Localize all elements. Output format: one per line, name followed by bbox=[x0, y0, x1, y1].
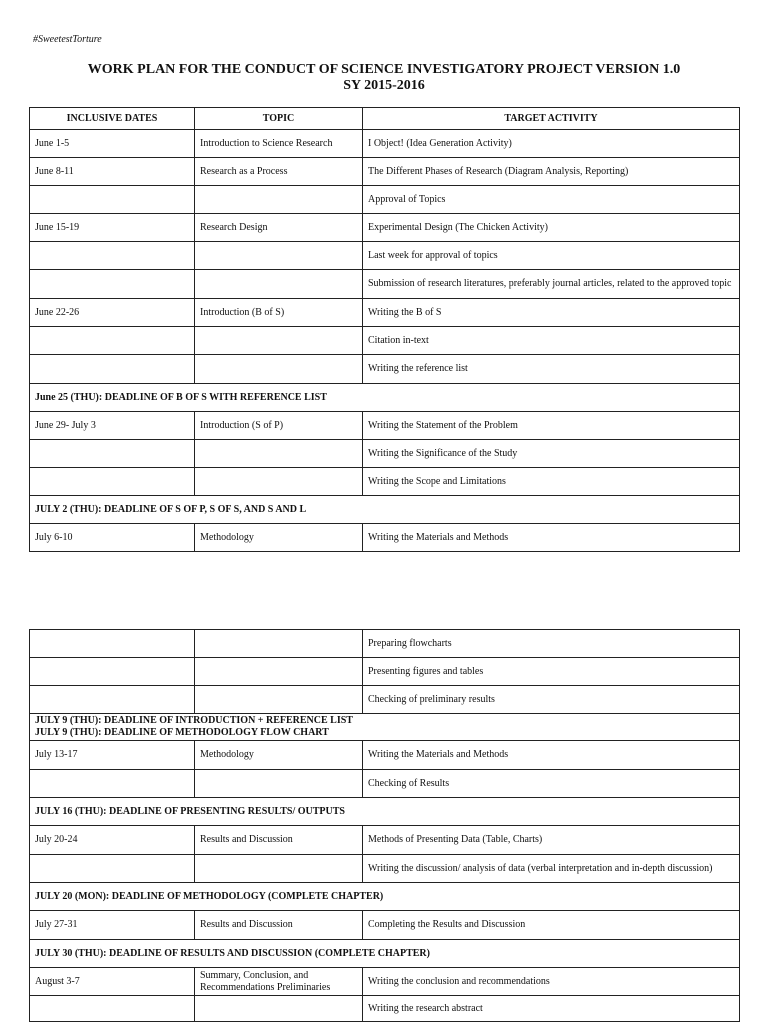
activity-cell: Writing the Materials and Methods bbox=[363, 741, 740, 770]
table-row bbox=[30, 658, 740, 686]
deadline-cell bbox=[30, 883, 740, 911]
deadline-text: JULY 30 (THU): DEADLINE OF RESULTS AND DISCUSSION (COMPLETE CHAPTER) bbox=[35, 947, 430, 959]
topic-cell bbox=[195, 327, 363, 355]
topic-cell bbox=[195, 630, 363, 658]
table-row bbox=[30, 968, 740, 996]
work-plan-table-part-2 bbox=[29, 629, 740, 1022]
work-plan-table-part-1 bbox=[29, 107, 740, 552]
activity-cell: Experimental Design (The Chicken Activity) bbox=[363, 214, 740, 242]
header-inclusive-dates: INCLUSIVE DATES bbox=[30, 108, 195, 130]
table-row bbox=[30, 214, 740, 242]
deadline-cell bbox=[30, 798, 740, 826]
deadline-row bbox=[30, 940, 740, 968]
date-cell bbox=[30, 355, 195, 384]
deadline-cell bbox=[30, 940, 740, 968]
table-row bbox=[30, 911, 740, 940]
table-row bbox=[30, 468, 740, 496]
table-row bbox=[30, 299, 740, 327]
header-topic: TOPIC bbox=[195, 108, 363, 130]
title-line-1: WORK PLAN FOR THE CONDUCT OF SCIENCE INVESTIGATORY PROJECT VERSION 1.0 bbox=[87, 62, 681, 77]
table-row bbox=[30, 440, 740, 468]
date-cell: July 27-31 bbox=[30, 911, 195, 940]
activity-cell: Checking of preliminary results bbox=[363, 686, 740, 714]
topic-cell bbox=[195, 770, 363, 798]
date-cell bbox=[30, 327, 195, 355]
hashtag-note: #SweetestTorture bbox=[33, 34, 102, 45]
date-cell bbox=[30, 770, 195, 798]
topic-cell: Methodology bbox=[195, 524, 363, 552]
deadline-row bbox=[30, 714, 740, 741]
activity-cell: I Object! (Idea Generation Activity) bbox=[363, 130, 740, 158]
activity-cell: Writing the research abstract bbox=[363, 996, 740, 1022]
table-row bbox=[30, 630, 740, 658]
date-cell: June 1-5 bbox=[30, 130, 195, 158]
deadline-cell bbox=[30, 714, 740, 741]
topic-cell: Methodology bbox=[195, 741, 363, 770]
topic-cell: Results and Discussion bbox=[195, 826, 363, 855]
deadline-row bbox=[30, 798, 740, 826]
activity-cell: Writing the B of S bbox=[363, 299, 740, 327]
deadline-text: JULY 9 (THU): DEADLINE OF METHODOLOGY FLOW CHART bbox=[35, 727, 329, 738]
topic-cell bbox=[195, 440, 363, 468]
activity-cell: Writing the conclusion and recommendations bbox=[363, 968, 740, 996]
table-row bbox=[30, 242, 740, 270]
deadline-row bbox=[30, 883, 740, 911]
topic-cell: Introduction (B of S) bbox=[195, 299, 363, 327]
topic-cell bbox=[195, 468, 363, 496]
title-line-2: SY 2015-2016 bbox=[343, 78, 425, 93]
activity-cell: Presenting figures and tables bbox=[363, 658, 740, 686]
table-row bbox=[30, 158, 740, 186]
table-row bbox=[30, 130, 740, 158]
topic-cell bbox=[195, 996, 363, 1022]
activity-cell: Citation in-text bbox=[363, 327, 740, 355]
activity-cell: Writing the reference list bbox=[363, 355, 740, 384]
header-target-activity: TARGET ACTIVITY bbox=[363, 108, 740, 130]
topic-cell: Research as a Process bbox=[195, 158, 363, 186]
table-row bbox=[30, 741, 740, 770]
date-cell bbox=[30, 855, 195, 883]
topic-cell bbox=[195, 658, 363, 686]
deadline-row bbox=[30, 384, 740, 412]
page-title bbox=[0, 62, 768, 94]
deadline-text: JULY 2 (THU): DEADLINE OF S OF P, S OF S, AND S AND L bbox=[35, 503, 307, 515]
date-cell: August 3-7 bbox=[30, 968, 195, 996]
topic-cell: Results and Discussion bbox=[195, 911, 363, 940]
activity-cell: Writing the Materials and Methods bbox=[363, 524, 740, 552]
deadline-cell bbox=[30, 384, 740, 412]
table-row bbox=[30, 770, 740, 798]
deadline-text: June 25 (THU): DEADLINE OF B OF S WITH REFERENCE LIST bbox=[35, 391, 327, 403]
activity-cell: Checking of Results bbox=[363, 770, 740, 798]
deadline-cell bbox=[30, 496, 740, 524]
table-row bbox=[30, 327, 740, 355]
deadline-text: JULY 16 (THU): DEADLINE OF PRESENTING RESULTS/ OUTPUTS bbox=[35, 805, 345, 817]
topic-cell bbox=[195, 270, 363, 299]
topic-cell bbox=[195, 855, 363, 883]
table-row bbox=[30, 826, 740, 855]
topic-cell: Research Design bbox=[195, 214, 363, 242]
activity-cell: Writing the Significance of the Study bbox=[363, 440, 740, 468]
activity-cell: Submission of research literatures, preferably journal articles, related to the approved topic bbox=[363, 270, 740, 299]
activity-cell: Writing the Scope and Limitations bbox=[363, 468, 740, 496]
topic-cell bbox=[195, 186, 363, 214]
date-cell bbox=[30, 658, 195, 686]
deadline-row bbox=[30, 496, 740, 524]
header-row bbox=[30, 108, 740, 130]
topic-cell bbox=[195, 242, 363, 270]
date-cell bbox=[30, 440, 195, 468]
topic-cell bbox=[195, 355, 363, 384]
date-cell bbox=[30, 270, 195, 299]
activity-cell: Writing the discussion/ analysis of data (verbal interpretation and in-depth discussion) bbox=[363, 855, 740, 883]
date-cell bbox=[30, 630, 195, 658]
activity-cell: Last week for approval of topics bbox=[363, 242, 740, 270]
activity-cell: Writing the Statement of the Problem bbox=[363, 412, 740, 440]
table-row bbox=[30, 412, 740, 440]
topic-cell bbox=[195, 686, 363, 714]
date-cell: June 8-11 bbox=[30, 158, 195, 186]
table-row bbox=[30, 524, 740, 552]
topic-cell: Introduction to Science Research bbox=[195, 130, 363, 158]
table-row bbox=[30, 270, 740, 299]
topic-cell: Summary, Conclusion, and Recommendations Preliminaries bbox=[195, 968, 363, 996]
date-cell: June 15-19 bbox=[30, 214, 195, 242]
table-row bbox=[30, 996, 740, 1022]
activity-cell: Methods of Presenting Data (Table, Charts) bbox=[363, 826, 740, 855]
topic-cell: Introduction (S of P) bbox=[195, 412, 363, 440]
date-cell bbox=[30, 996, 195, 1022]
activity-cell: The Different Phases of Research (Diagram Analysis, Reporting) bbox=[363, 158, 740, 186]
date-cell: July 6-10 bbox=[30, 524, 195, 552]
deadline-text: JULY 9 (THU): DEADLINE OF INTRODUCTION + REFERENCE LIST bbox=[35, 715, 353, 726]
date-cell bbox=[30, 468, 195, 496]
table-row bbox=[30, 855, 740, 883]
activity-cell: Approval of Topics bbox=[363, 186, 740, 214]
table-row bbox=[30, 355, 740, 384]
date-cell bbox=[30, 686, 195, 714]
date-cell: July 13-17 bbox=[30, 741, 195, 770]
date-cell: June 29- July 3 bbox=[30, 412, 195, 440]
deadline-text: JULY 20 (MON): DEADLINE OF METHODOLOGY (COMPLETE CHAPTER) bbox=[35, 890, 384, 902]
date-cell bbox=[30, 242, 195, 270]
activity-cell: Preparing flowcharts bbox=[363, 630, 740, 658]
table-row bbox=[30, 186, 740, 214]
date-cell bbox=[30, 186, 195, 214]
activity-cell: Completing the Results and Discussion bbox=[363, 911, 740, 940]
table-row bbox=[30, 686, 740, 714]
date-cell: June 22-26 bbox=[30, 299, 195, 327]
date-cell: July 20-24 bbox=[30, 826, 195, 855]
